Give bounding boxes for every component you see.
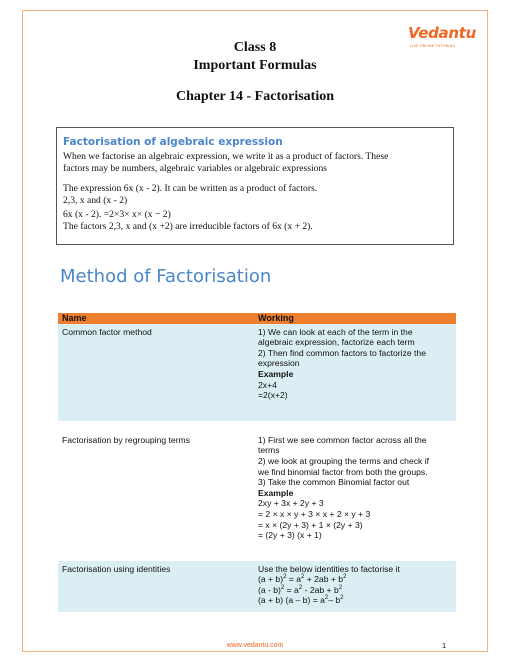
method-name: Common factor method [58, 324, 254, 421]
identity-square-difference: $(a - b)^2 = a^2 - 2ab + b^2$ [258, 584, 343, 595]
example-line: = x × (2y + 3) + 1 × (2y + 3) [258, 519, 363, 530]
box-para1-line1: When we factorise an algebraic expression, we write it as a product of factors. These [63, 151, 389, 162]
working-line: 3) Take the common Binomial factor out [258, 477, 410, 488]
example-label: Example [258, 487, 294, 498]
example-label: Example [258, 368, 294, 379]
box-title: Factorisation of algebraic expression [63, 136, 283, 148]
column-header-working: Working [254, 313, 456, 324]
example-line: =2(x+2) [258, 390, 288, 401]
method-working [254, 561, 456, 612]
working-line: 2) Then find common factors to factorize the [258, 347, 426, 358]
example-line: 2x+4 [258, 379, 277, 390]
logo-wordmark: Vedantu [408, 24, 476, 42]
logo-tagline: LIVE ONLINE TUTORING [410, 44, 456, 48]
box-para2-line4: The factors 2,3, x and (x +2) are irreducible factors of 6x (x + 2). [63, 220, 313, 232]
method-name: Factorisation using identities [58, 561, 254, 612]
chapter-heading: Chapter 14 - Factorisation [176, 89, 334, 104]
box-para2-line3: 6x (x - 2). =2×3× x× (x − 2) [63, 209, 171, 220]
box-para2-line1: The expression 6x (x - 2). It can be written as a product of factors. [63, 183, 318, 194]
method-working [254, 421, 456, 561]
working-line: 1) We can look at each of the term in the [258, 326, 413, 337]
table-row [58, 324, 456, 421]
footer-url[interactable]: www.vedantu.com [226, 642, 284, 649]
factorisation-methods-table [58, 313, 456, 612]
factorisation-definition-box [56, 127, 454, 245]
example-line: = 2 × x × y + 3 × x + 2 × y + 3 [258, 508, 371, 519]
working-line: terms [258, 445, 280, 456]
class-heading: Class 8 [233, 40, 277, 55]
working-line: algebraic expression, factorize each term [258, 337, 415, 348]
method-name: Factorisation by regrouping terms [58, 421, 254, 561]
section-title: Method of Factorisation [60, 266, 272, 287]
example-line: = (2y + 3) (x + 1) [258, 530, 322, 541]
working-line: 2) we look at grouping the terms and check if [258, 455, 430, 466]
box-para2-line2: 2,3, x and (x - 2) [63, 194, 128, 206]
column-header-name: Name [58, 313, 254, 324]
working-line: 1) First we see common factor across all the [258, 434, 427, 445]
working-line: expression [258, 358, 300, 369]
working-line: Use the below identities to factorise it [258, 563, 400, 574]
important-formulas-heading: Important Formulas [193, 58, 317, 73]
box-para1-line2: factors may be numbers, algebraic variables or algebraic expressions [63, 162, 327, 174]
identity-difference-of-squares: (a + b) $(a - b) = a^2-$ $b^2$ [258, 595, 344, 606]
example-line: 2xy + 3x + 2y + 3 [258, 498, 324, 509]
table-row [58, 561, 456, 612]
method-working [254, 324, 456, 421]
identity-square-sum: $(a + b)^2 = a^2 + 2ab + b^2$ [258, 574, 347, 585]
page-number: 1 [442, 641, 447, 650]
table-row [58, 421, 456, 561]
working-line: we find binomial factor from both the groups. [258, 466, 428, 477]
